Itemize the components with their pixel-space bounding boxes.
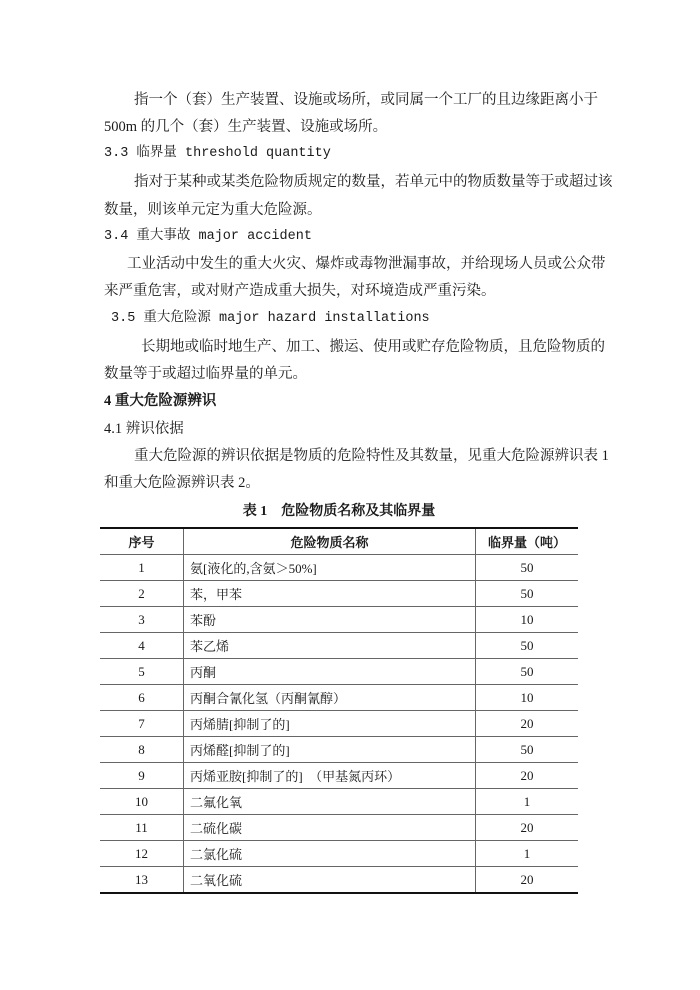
table-row: [100, 763, 578, 789]
paragraph-text: 500m 的几个（套）生产装置、设施或场所。: [104, 119, 388, 135]
cell-substance-name: 氨[液化的,含氨＞50%]: [184, 555, 476, 581]
cell-threshold: 20: [476, 867, 579, 894]
cell-number: 2: [100, 581, 184, 607]
hazard-substance-table: [100, 527, 578, 894]
cell-substance-name: 丙烯腈[抑制了的]: [184, 711, 476, 737]
paragraph-text: 来严重危害，或对财产造成重大损失，对环境造成严重污染。: [104, 283, 496, 299]
table-row: [100, 841, 578, 867]
table-row: [100, 633, 578, 659]
section-heading-3-4: 3.4 重大事故 major accident: [104, 229, 312, 244]
cell-number: 9: [100, 763, 184, 789]
cell-threshold: 20: [476, 815, 579, 841]
cell-number: 7: [100, 711, 184, 737]
cell-number: 4: [100, 633, 184, 659]
table-row: [100, 789, 578, 815]
table-row: [100, 581, 578, 607]
header-threshold: 临界量（吨）: [476, 528, 579, 555]
cell-substance-name: 丙酮合氰化氢（丙酮氰醇）: [184, 685, 476, 711]
cell-substance-name: 二氧化硫: [184, 867, 476, 894]
cell-threshold: 10: [476, 607, 579, 633]
section-heading-4: 4 重大危险源辨识: [104, 393, 217, 409]
table-header-row: [100, 528, 578, 555]
section-heading-3-5: 3.5 重大危险源 major hazard installations: [111, 311, 430, 326]
table-row: [100, 711, 578, 737]
cell-threshold: 50: [476, 581, 579, 607]
table-row: [100, 555, 578, 581]
cell-number: 1: [100, 555, 184, 581]
cell-threshold: 1: [476, 789, 579, 815]
cell-threshold: 50: [476, 633, 579, 659]
header-number: 序号: [100, 528, 184, 555]
table-row: [100, 607, 578, 633]
cell-substance-name: 苯，甲苯: [184, 581, 476, 607]
cell-number: 11: [100, 815, 184, 841]
cell-number: 12: [100, 841, 184, 867]
paragraph-text: 指一个（套）生产装置、设施或场所，或同属一个工厂的且边缘距离小于: [134, 92, 598, 108]
cell-number: 13: [100, 867, 184, 894]
cell-number: 3: [100, 607, 184, 633]
cell-substance-name: 丙烯醛[抑制了的]: [184, 737, 476, 763]
cell-threshold: 50: [476, 659, 579, 685]
cell-substance-name: 苯乙烯: [184, 633, 476, 659]
cell-substance-name: 二氟化氧: [184, 789, 476, 815]
cell-threshold: 10: [476, 685, 579, 711]
cell-threshold: 20: [476, 763, 579, 789]
paragraph-text: 数量等于或超过临界量的单元。: [104, 366, 307, 382]
header-substance-name: 危险物质名称: [184, 528, 476, 555]
cell-threshold: 1: [476, 841, 579, 867]
section-heading-3-3: 3.3 临界量 threshold quantity: [104, 146, 331, 161]
table-row: [100, 867, 578, 894]
paragraph-text: 工业活动中发生的重大火灾、爆炸或毒物泄漏事故，并给现场人员或公众带: [127, 256, 606, 272]
cell-substance-name: 丙烯亚胺[抑制了的] （甲基氮丙环）: [184, 763, 476, 789]
table-row: [100, 815, 578, 841]
paragraph-text: 和重大危险源辨识表 2。: [104, 475, 260, 491]
cell-threshold: 20: [476, 711, 579, 737]
cell-number: 5: [100, 659, 184, 685]
table-row: [100, 659, 578, 685]
table-row: [100, 685, 578, 711]
cell-threshold: 50: [476, 737, 579, 763]
cell-threshold: 50: [476, 555, 579, 581]
cell-number: 8: [100, 737, 184, 763]
cell-number: 6: [100, 685, 184, 711]
paragraph-text: 重大危险源的辨识依据是物质的危险特性及其数量，见重大危险源辨识表 1: [134, 448, 609, 464]
cell-substance-name: 苯酚: [184, 607, 476, 633]
table-row: [100, 737, 578, 763]
cell-number: 10: [100, 789, 184, 815]
cell-substance-name: 二氯化硫: [184, 841, 476, 867]
section-heading-4-1: 4.1 辨识依据: [104, 421, 184, 437]
paragraph-text: 长期地或临时地生产、加工、搬运、使用或贮存危险物质，且危险物质的: [141, 339, 605, 355]
cell-substance-name: 丙酮: [184, 659, 476, 685]
cell-substance-name: 二硫化碳: [184, 815, 476, 841]
paragraph-text: 指对于某种或某类危险物质规定的数量，若单元中的物质数量等于或超过该: [134, 174, 613, 190]
paragraph-text: 数量，则该单元定为重大危险源。: [104, 202, 322, 218]
table-caption: 表 1 危险物质名称及其临界量: [242, 504, 436, 519]
